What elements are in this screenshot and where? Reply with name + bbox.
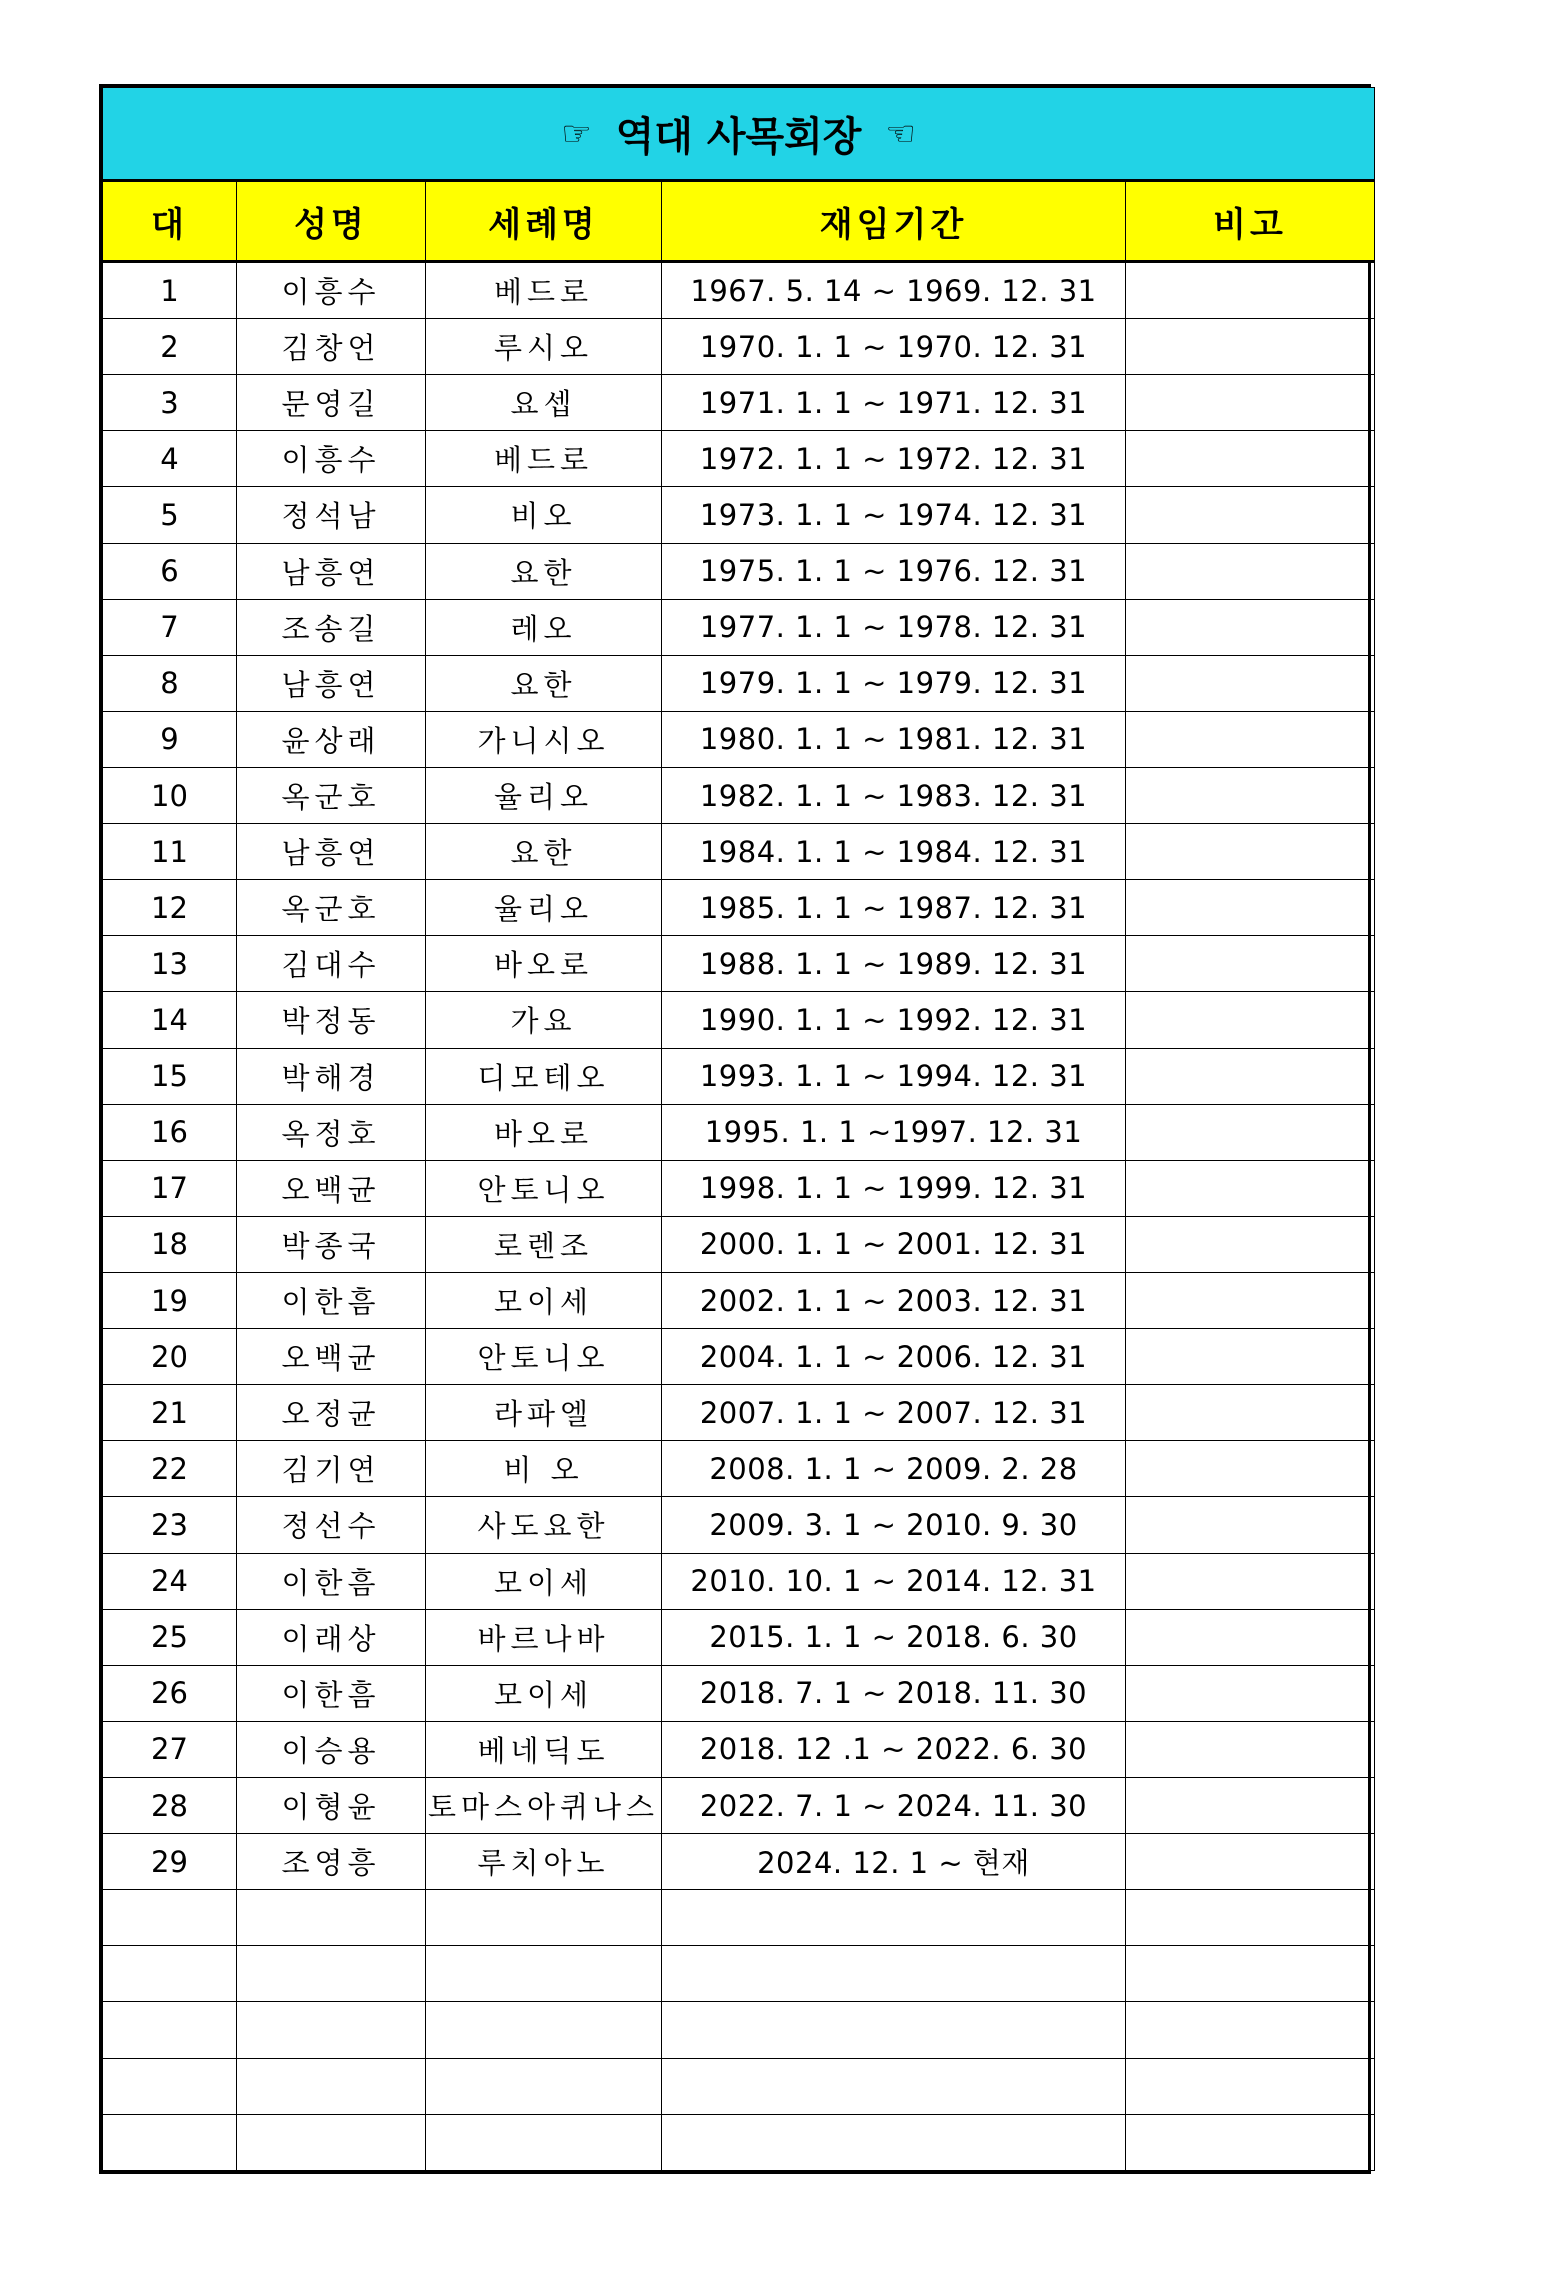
generation-cell: 17	[103, 1160, 237, 1216]
generation-cell: 15	[103, 1048, 237, 1104]
table-row	[103, 2058, 1375, 2114]
table-row	[103, 1216, 1375, 1272]
name-cell: 오백균	[237, 1329, 426, 1385]
note-cell	[1126, 2114, 1375, 2170]
table-row	[103, 487, 1375, 543]
note-cell	[1126, 319, 1375, 375]
table-row	[103, 2114, 1375, 2170]
table-row	[103, 431, 1375, 487]
note-cell	[1126, 1721, 1375, 1777]
note-cell	[1126, 1048, 1375, 1104]
baptismal-name-cell: 라파엘	[426, 1385, 662, 1441]
baptismal-name-cell: 바오로	[426, 1104, 662, 1160]
table-row	[103, 1553, 1375, 1609]
generation-cell: 11	[103, 824, 237, 880]
generation-cell: 8	[103, 655, 237, 711]
presidents-table-container	[99, 84, 1371, 2174]
generation-cell: 9	[103, 711, 237, 767]
table-row	[103, 1777, 1375, 1833]
baptismal-name-cell	[426, 2058, 662, 2114]
term-cell	[662, 2058, 1126, 2114]
term-cell	[662, 2114, 1126, 2170]
note-cell	[1126, 1553, 1375, 1609]
note-cell	[1126, 1777, 1375, 1833]
note-cell	[1126, 487, 1375, 543]
note-cell	[1126, 992, 1375, 1048]
baptismal-name-cell: 가요	[426, 992, 662, 1048]
baptismal-name-cell: 루시오	[426, 319, 662, 375]
term-cell: 2000. 1. 1 ~ 2001. 12. 31	[662, 1216, 1126, 1272]
name-cell: 문영길	[237, 375, 426, 431]
name-cell: 이승용	[237, 1721, 426, 1777]
baptismal-name-cell	[426, 1890, 662, 1946]
name-cell: 이흥수	[237, 431, 426, 487]
column-header-note: 비고	[1126, 181, 1375, 262]
term-cell: 2009. 3. 1 ~ 2010. 9. 30	[662, 1497, 1126, 1553]
name-cell	[237, 2058, 426, 2114]
generation-cell: 24	[103, 1553, 237, 1609]
column-header-generation: 대	[103, 181, 237, 262]
name-cell: 김기연	[237, 1441, 426, 1497]
generation-cell: 26	[103, 1665, 237, 1721]
term-cell: 1980. 1. 1 ~ 1981. 12. 31	[662, 711, 1126, 767]
note-cell	[1126, 824, 1375, 880]
table-row	[103, 936, 1375, 992]
term-cell: 2002. 1. 1 ~ 2003. 12. 31	[662, 1272, 1126, 1328]
note-cell	[1126, 375, 1375, 431]
note-cell	[1126, 2058, 1375, 2114]
name-cell: 정선수	[237, 1497, 426, 1553]
generation-cell: 22	[103, 1441, 237, 1497]
baptismal-name-cell: 베드로	[426, 431, 662, 487]
name-cell: 박종국	[237, 1216, 426, 1272]
term-cell: 1967. 5. 14 ~ 1969. 12. 31	[662, 262, 1126, 319]
table-row	[103, 711, 1375, 767]
baptismal-name-cell	[426, 2114, 662, 2170]
name-cell: 정석남	[237, 487, 426, 543]
table-row	[103, 1890, 1375, 1946]
table-row	[103, 1329, 1375, 1385]
term-cell: 1982. 1. 1 ~ 1983. 12. 31	[662, 767, 1126, 823]
note-cell	[1126, 936, 1375, 992]
table-row	[103, 1441, 1375, 1497]
term-cell: 1971. 1. 1 ~ 1971. 12. 31	[662, 375, 1126, 431]
table-row	[103, 1385, 1375, 1441]
baptismal-name-cell: 토마스아퀴나스	[426, 1777, 662, 1833]
baptismal-name-cell: 베드로	[426, 262, 662, 319]
name-cell: 오정균	[237, 1385, 426, 1441]
generation-cell: 7	[103, 599, 237, 655]
column-header-baptismal-name: 세례명	[426, 181, 662, 262]
note-cell	[1126, 1890, 1375, 1946]
term-cell: 2010. 10. 1 ~ 2014. 12. 31	[662, 1553, 1126, 1609]
name-cell: 김대수	[237, 936, 426, 992]
term-cell: 1979. 1. 1 ~ 1979. 12. 31	[662, 655, 1126, 711]
name-cell: 박해경	[237, 1048, 426, 1104]
name-cell: 이흥수	[237, 262, 426, 319]
generation-cell	[103, 2058, 237, 2114]
term-cell	[662, 1946, 1126, 2002]
name-cell: 옥정호	[237, 1104, 426, 1160]
table-row	[103, 1160, 1375, 1216]
name-cell: 김창언	[237, 319, 426, 375]
table-row	[103, 1946, 1375, 2002]
generation-cell: 25	[103, 1609, 237, 1665]
table-row	[103, 1721, 1375, 1777]
table-body	[103, 262, 1375, 2171]
note-cell	[1126, 1329, 1375, 1385]
name-cell: 윤상래	[237, 711, 426, 767]
note-cell	[1126, 543, 1375, 599]
term-cell: 1998. 1. 1 ~ 1999. 12. 31	[662, 1160, 1126, 1216]
baptismal-name-cell: 안토니오	[426, 1160, 662, 1216]
note-cell	[1126, 1160, 1375, 1216]
generation-cell	[103, 2002, 237, 2058]
baptismal-name-cell: 가니시오	[426, 711, 662, 767]
term-cell: 2004. 1. 1 ~ 2006. 12. 31	[662, 1329, 1126, 1385]
name-cell	[237, 1890, 426, 1946]
pointing-right-hand-icon: ☞	[561, 113, 592, 154]
note-cell	[1126, 767, 1375, 823]
baptismal-name-cell: 베네딕도	[426, 1721, 662, 1777]
note-cell	[1126, 1272, 1375, 1328]
note-cell	[1126, 711, 1375, 767]
baptismal-name-cell: 안토니오	[426, 1329, 662, 1385]
baptismal-name-cell: 비오	[426, 487, 662, 543]
generation-cell	[103, 1890, 237, 1946]
term-cell: 2018. 12 .1 ~ 2022. 6. 30	[662, 1721, 1126, 1777]
baptismal-name-cell: 요한	[426, 824, 662, 880]
note-cell	[1126, 262, 1375, 319]
term-cell: 1988. 1. 1 ~ 1989. 12. 31	[662, 936, 1126, 992]
note-cell	[1126, 1385, 1375, 1441]
table-row	[103, 880, 1375, 936]
generation-cell: 18	[103, 1216, 237, 1272]
name-cell: 옥군호	[237, 880, 426, 936]
baptismal-name-cell: 요한	[426, 655, 662, 711]
note-cell	[1126, 1497, 1375, 1553]
baptismal-name-cell: 디모테오	[426, 1048, 662, 1104]
term-cell: 2015. 1. 1 ~ 2018. 6. 30	[662, 1609, 1126, 1665]
generation-cell: 5	[103, 487, 237, 543]
name-cell: 이한흠	[237, 1553, 426, 1609]
name-cell: 옥군호	[237, 767, 426, 823]
generation-cell: 3	[103, 375, 237, 431]
term-cell: 1975. 1. 1 ~ 1976. 12. 31	[662, 543, 1126, 599]
term-cell: 1985. 1. 1 ~ 1987. 12. 31	[662, 880, 1126, 936]
name-cell: 이한흠	[237, 1665, 426, 1721]
generation-cell: 20	[103, 1329, 237, 1385]
column-header-name: 성명	[237, 181, 426, 262]
generation-cell: 4	[103, 431, 237, 487]
name-cell	[237, 2002, 426, 2058]
name-cell: 이형윤	[237, 1777, 426, 1833]
note-cell	[1126, 1665, 1375, 1721]
table-row	[103, 319, 1375, 375]
baptismal-name-cell	[426, 2002, 662, 2058]
name-cell: 남흥연	[237, 543, 426, 599]
generation-cell: 10	[103, 767, 237, 823]
term-cell: 1970. 1. 1 ~ 1970. 12. 31	[662, 319, 1126, 375]
name-cell: 남흥연	[237, 824, 426, 880]
generation-cell: 28	[103, 1777, 237, 1833]
table-row	[103, 767, 1375, 823]
baptismal-name-cell: 모이세	[426, 1665, 662, 1721]
baptismal-name-cell	[426, 1946, 662, 2002]
table-row	[103, 1104, 1375, 1160]
table-row	[103, 1609, 1375, 1665]
term-cell	[662, 1890, 1126, 1946]
table-row	[103, 992, 1375, 1048]
note-cell	[1126, 1609, 1375, 1665]
table-row	[103, 655, 1375, 711]
term-cell: 1990. 1. 1 ~ 1992. 12. 31	[662, 992, 1126, 1048]
generation-cell: 16	[103, 1104, 237, 1160]
table-row	[103, 1048, 1375, 1104]
generation-cell: 19	[103, 1272, 237, 1328]
term-cell: 1977. 1. 1 ~ 1978. 12. 31	[662, 599, 1126, 655]
table-row	[103, 1497, 1375, 1553]
table-row	[103, 543, 1375, 599]
name-cell: 오백균	[237, 1160, 426, 1216]
generation-cell: 6	[103, 543, 237, 599]
term-cell: 2022. 7. 1 ~ 2024. 11. 30	[662, 1777, 1126, 1833]
term-cell	[662, 2002, 1126, 2058]
note-cell	[1126, 880, 1375, 936]
table-row	[103, 375, 1375, 431]
generation-cell: 14	[103, 992, 237, 1048]
generation-cell: 29	[103, 1834, 237, 1890]
generation-cell: 12	[103, 880, 237, 936]
note-cell	[1126, 1946, 1375, 2002]
table-row	[103, 262, 1375, 319]
table-row	[103, 1665, 1375, 1721]
generation-cell: 1	[103, 262, 237, 319]
generation-cell	[103, 1946, 237, 2002]
baptismal-name-cell: 사도요한	[426, 1497, 662, 1553]
baptismal-name-cell: 모이세	[426, 1553, 662, 1609]
note-cell	[1126, 1441, 1375, 1497]
term-cell: 2018. 7. 1 ~ 2018. 11. 30	[662, 1665, 1126, 1721]
note-cell	[1126, 2002, 1375, 2058]
name-cell: 조영흥	[237, 1834, 426, 1890]
pointing-left-hand-icon: ☜	[885, 113, 916, 154]
baptismal-name-cell: 로렌조	[426, 1216, 662, 1272]
generation-cell: 23	[103, 1497, 237, 1553]
name-cell: 이래상	[237, 1609, 426, 1665]
presidents-table	[102, 87, 1375, 2171]
generation-cell: 27	[103, 1721, 237, 1777]
name-cell: 박정동	[237, 992, 426, 1048]
baptismal-name-cell: 요한	[426, 543, 662, 599]
baptismal-name-cell: 율리오	[426, 767, 662, 823]
note-cell	[1126, 431, 1375, 487]
generation-cell	[103, 2114, 237, 2170]
generation-cell: 2	[103, 319, 237, 375]
term-cell: 1972. 1. 1 ~ 1972. 12. 31	[662, 431, 1126, 487]
generation-cell: 21	[103, 1385, 237, 1441]
note-cell	[1126, 1216, 1375, 1272]
table-row	[103, 824, 1375, 880]
term-cell: 2007. 1. 1 ~ 2007. 12. 31	[662, 1385, 1126, 1441]
term-cell: 2008. 1. 1 ~ 2009. 2. 28	[662, 1441, 1126, 1497]
table-row	[103, 1834, 1375, 1890]
page-title: 역대 사목회장	[615, 114, 862, 160]
generation-cell: 13	[103, 936, 237, 992]
baptismal-name-cell: 바르나바	[426, 1609, 662, 1665]
baptismal-name-cell: 모이세	[426, 1272, 662, 1328]
column-header-term: 재임기간	[662, 181, 1126, 262]
name-cell	[237, 2114, 426, 2170]
name-cell: 조송길	[237, 599, 426, 655]
title-row	[103, 88, 1375, 181]
note-cell	[1126, 599, 1375, 655]
term-cell: 1973. 1. 1 ~ 1974. 12. 31	[662, 487, 1126, 543]
note-cell	[1126, 1834, 1375, 1890]
table-row	[103, 599, 1375, 655]
baptismal-name-cell: 율리오	[426, 880, 662, 936]
note-cell	[1126, 655, 1375, 711]
term-cell: 2024. 12. 1 ~ 현재	[662, 1834, 1126, 1890]
baptismal-name-cell: 요셉	[426, 375, 662, 431]
baptismal-name-cell: 비 오	[426, 1441, 662, 1497]
baptismal-name-cell: 바오로	[426, 936, 662, 992]
table-row	[103, 1272, 1375, 1328]
note-cell	[1126, 1104, 1375, 1160]
term-cell: 1984. 1. 1 ~ 1984. 12. 31	[662, 824, 1126, 880]
name-cell: 이한흠	[237, 1272, 426, 1328]
name-cell: 남흥연	[237, 655, 426, 711]
title-cell	[103, 88, 1375, 181]
baptismal-name-cell: 루치아노	[426, 1834, 662, 1890]
table-row	[103, 2002, 1375, 2058]
name-cell	[237, 1946, 426, 2002]
baptismal-name-cell: 레오	[426, 599, 662, 655]
header-row	[103, 181, 1375, 262]
term-cell: 1995. 1. 1 ~1997. 12. 31	[662, 1104, 1126, 1160]
term-cell: 1993. 1. 1 ~ 1994. 12. 31	[662, 1048, 1126, 1104]
